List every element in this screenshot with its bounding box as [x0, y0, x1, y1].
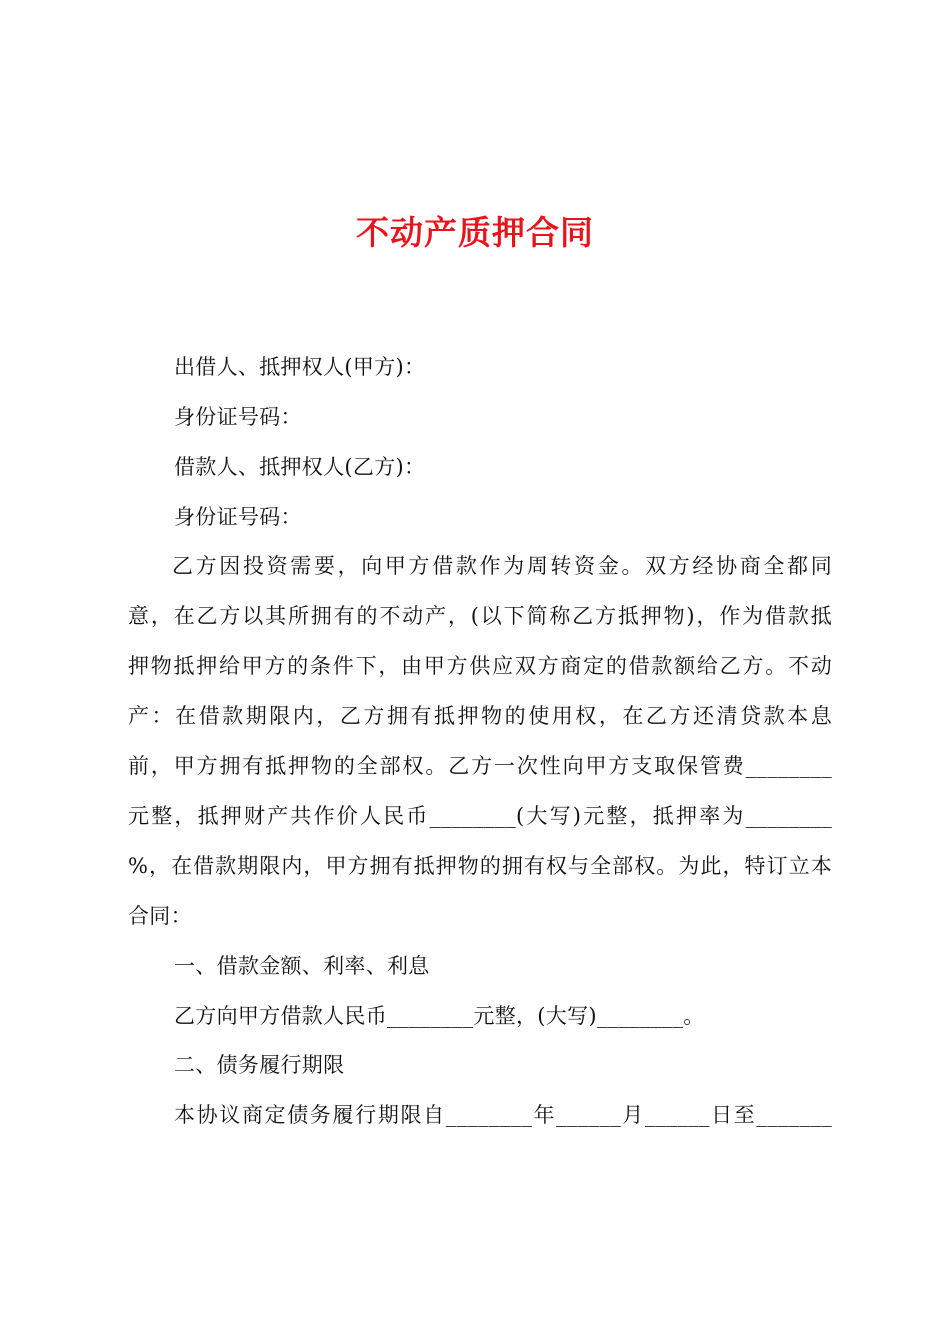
paragraph-line-2: 意，在乙方以其所拥有的不动产，(以下简称乙方抵押物)，作为借款抵: [128, 604, 832, 628]
lender-label: 出借人、抵押权人(甲方)：: [174, 355, 426, 379]
paragraph-line-5: 前，甲方拥有抵押物的全部权。乙方一次性向甲方支取保管费________: [128, 754, 832, 778]
section-1-body: 乙方向甲方借款人民币________元整，(大写)________。: [174, 1004, 705, 1028]
paragraph-line-1: 乙方因投资需要，向甲方借款作为周转资金。双方经协商全都同: [172, 554, 832, 578]
paragraph-line-8: 合同：: [128, 904, 192, 928]
section-1-heading: 一、借款金额、利率、利息: [174, 954, 430, 978]
section-2-heading: 二、债务履行期限: [174, 1053, 345, 1077]
paragraph-line-7: %，在借款期限内，甲方拥有抵押物的拥有权与全部权。为此，特订立本: [128, 854, 832, 878]
section-2-body: 本协议商定债务履行期限自________年______月______日至_______: [174, 1103, 832, 1127]
borrower-label: 借款人、抵押权人(乙方)：: [174, 455, 426, 479]
lender-id-label: 身份证号码：: [174, 405, 302, 429]
paragraph-line-6: 元整，抵押财产共作价人民币________(大写)元整，抵押率为________: [128, 804, 832, 828]
paragraph-line-3: 押物抵押给甲方的条件下，由甲方供应双方商定的借款额给乙方。不动: [128, 654, 832, 678]
document-title: 不动产质押合同: [356, 213, 594, 252]
paragraph-line-4: 产：在借款期限内，乙方拥有抵押物的使用权，在乙方还清贷款本息: [128, 704, 832, 728]
borrower-id-label: 身份证号码：: [174, 505, 302, 529]
